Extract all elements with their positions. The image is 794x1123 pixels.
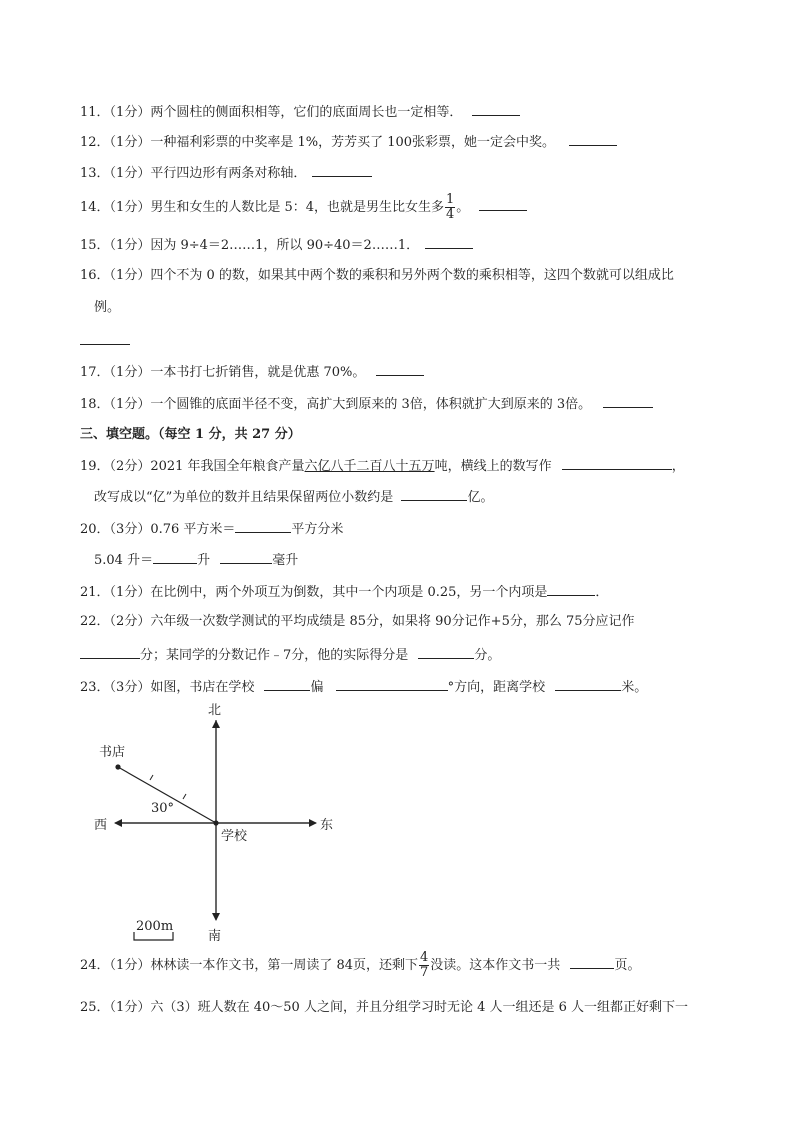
angle-label: 30° — [151, 801, 175, 816]
bookstore-label: 书店 — [99, 745, 126, 760]
underlined-number: 六亿八千二百八十五万 — [304, 459, 435, 474]
question-score: （1分） — [109, 135, 151, 150]
question-24 — [80, 948, 640, 984]
question-score: （3分） — [109, 522, 151, 537]
question-text: 5.04 升＝ — [94, 553, 154, 568]
question-number: 11． — [80, 105, 110, 120]
school-point — [213, 820, 218, 825]
question-text: 没读。这本作文书一共 — [430, 958, 561, 973]
question-text: 分。 — [474, 648, 501, 663]
scale-label: 200m — [136, 919, 174, 934]
east-label: 东 — [320, 818, 334, 833]
question-score: （1分） — [109, 238, 151, 253]
question-text: 平方分米 — [291, 522, 344, 537]
question-25 — [80, 998, 688, 1018]
question-score: （1分） — [109, 1000, 151, 1015]
fraction-denominator: 4 — [446, 207, 455, 222]
question-text: 四个不为 0 的数，如果其中两个数的乘积和另外两个数的乘积相等，这四个数就可以组成比 — [150, 268, 674, 283]
question-text: 米。 — [621, 680, 648, 695]
section-heading: 三、填空题。（每空 1 分，共 27 分） — [80, 427, 301, 442]
answer-blank[interactable] — [570, 954, 614, 969]
fraction-numerator: 1 — [446, 192, 455, 207]
question-text: 一本书打七折销售，就是优惠 70%。 — [150, 365, 366, 380]
bookstore-point — [115, 764, 120, 769]
question-text: 吨，横线上的数写作 — [434, 459, 552, 474]
question-text: 分；某同学的分数记作﹣7分，他的实际得分是 — [140, 648, 409, 663]
question-score: （2分） — [109, 614, 151, 629]
question-text: 男生和女生的人数比是 5：4，也就是男生比女生多 — [150, 200, 445, 215]
question-text: 在比例中，两个外项互为倒数，其中一个内项是 0.25，另一个内项是 — [150, 585, 548, 600]
question-text: 平行四边形有两条对称轴． — [150, 166, 307, 181]
question-score: （2分） — [109, 459, 151, 474]
west-label: 西 — [94, 818, 108, 833]
punctuation: ， — [671, 459, 685, 474]
question-text: 林林读一本作文书，第一周读了 84页，还剩下 — [150, 958, 419, 973]
question-text: 2021 年我国全年粮食产量 — [150, 459, 305, 474]
fraction — [419, 951, 429, 980]
question-text: 如图，书店在学校 — [150, 680, 255, 695]
question-number: 19． — [80, 459, 110, 474]
punctuation: ． — [595, 585, 609, 600]
question-score: （1分） — [109, 958, 151, 973]
fraction-denominator: 7 — [420, 965, 429, 980]
question-score: （1分） — [109, 397, 151, 412]
question-text: 改写成以“亿”为单位的数并且结果保留两位小数约是 — [94, 490, 394, 505]
question-number: 12． — [80, 135, 110, 150]
question-score: （1分） — [109, 268, 151, 283]
question-text: 0.76 平方米＝ — [150, 522, 236, 537]
question-number: 15． — [80, 238, 110, 253]
question-score: （1分） — [109, 365, 151, 380]
question-score: （1分） — [109, 200, 151, 215]
segment-tick — [150, 775, 153, 780]
question-score: （1分） — [109, 105, 151, 120]
question-score: （1分） — [109, 166, 151, 181]
question-number: 13． — [80, 166, 110, 181]
question-number: 24． — [80, 958, 110, 973]
school-label: 学校 — [221, 829, 248, 844]
question-number: 20． — [80, 522, 110, 537]
question-number: 16． — [80, 268, 110, 283]
question-number: 23． — [80, 680, 110, 695]
question-number: 17． — [80, 365, 110, 380]
question-text: 偏 — [310, 680, 324, 695]
question-number: 25． — [80, 1000, 110, 1015]
fraction-numerator: 4 — [420, 950, 429, 965]
question-text: 升 — [197, 553, 211, 568]
question-text: 毫升 — [272, 553, 299, 568]
question-text: 因为 9÷4＝2……1，所以 90÷40＝2……1． — [150, 238, 420, 253]
south-label: 南 — [208, 929, 222, 944]
question-text: 亿。 — [467, 490, 494, 505]
question-number: 22． — [80, 614, 110, 629]
question-number: 18． — [80, 397, 110, 412]
question-text: 六年级一次数学测试的平均成绩是 85分，如果将 90分记作+5分，那么 75分应记作 — [150, 614, 635, 629]
question-text: °方向，距离学校 — [447, 680, 546, 695]
question-text: 两个圆柱的侧面积相等，它们的底面周长也一定相等． — [150, 105, 463, 120]
question-score: （1分） — [109, 585, 151, 600]
question-number: 21． — [80, 585, 110, 600]
question-number: 14． — [80, 200, 110, 215]
question-text: 一种福利彩票的中奖率是 1%，芳芳买了 100张彩票，她一定会中奖。 — [150, 135, 556, 150]
question-text: 一个圆锥的底面半径不变，高扩大到原来的 3倍，体积就扩大到原来的 3倍。 — [150, 397, 592, 412]
question-text-end: 。 — [456, 200, 470, 215]
north-label: 北 — [208, 703, 222, 718]
question-16-continued: 例。 — [94, 300, 121, 315]
question-score: （3分） — [109, 680, 151, 695]
question-text: 六（3）班人数在 40～50 人之间，并且分组学习时无论 4 人一组还是 6 人一组都正好剩下一 — [150, 1000, 689, 1015]
segment-tick — [183, 794, 186, 799]
question-text: 页。 — [614, 958, 641, 973]
